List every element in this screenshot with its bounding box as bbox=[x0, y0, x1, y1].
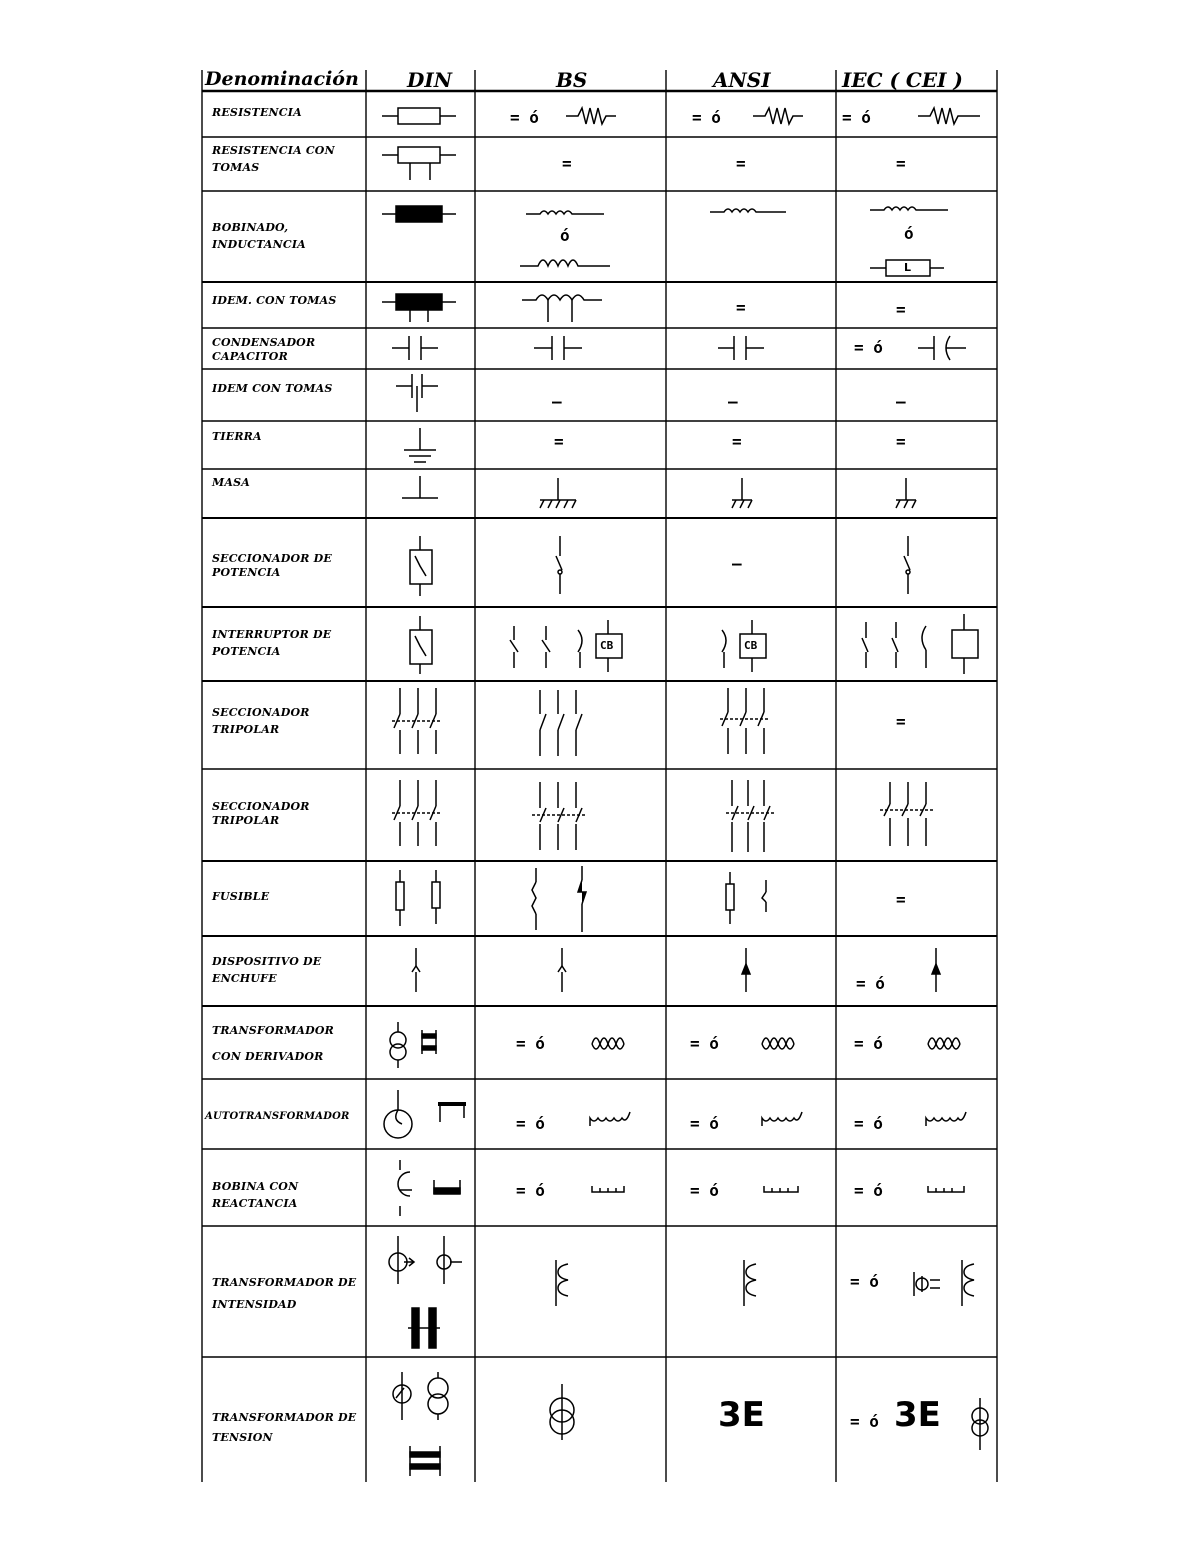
equal-mark: = bbox=[896, 300, 906, 319]
resistor-din-symbol bbox=[382, 108, 456, 124]
equivalence-mark: = ó bbox=[854, 338, 883, 357]
equal-mark: = bbox=[896, 712, 906, 731]
row-label: TRANSFORMADOR CON DERIVADOR bbox=[212, 1024, 334, 1063]
row-label: AUTOTRANSFORMADOR bbox=[205, 1111, 350, 1122]
earth-din-symbol bbox=[404, 428, 436, 462]
column-header-iec: IEC ( CEI ) bbox=[842, 68, 963, 92]
row-label: RESISTENCIA CON TOMAS bbox=[212, 144, 335, 174]
dash-mark: – bbox=[552, 392, 562, 411]
row-label: TRANSFORMADOR DE INTENSIDAD bbox=[212, 1276, 357, 1311]
inductor-ansi-symbol bbox=[710, 209, 786, 212]
cb-label: CB bbox=[600, 639, 614, 652]
column-header-ansi: ANSI bbox=[713, 68, 771, 92]
dash-mark: – bbox=[732, 554, 742, 573]
current-transformer-symbol bbox=[389, 1236, 974, 1348]
equivalence-mark: = ó bbox=[850, 1272, 879, 1291]
transformer-3e-mark: 3E bbox=[718, 1395, 765, 1435]
equivalence-mark: = ó bbox=[692, 108, 721, 127]
equal-mark: = bbox=[736, 154, 746, 173]
three-pole-switch-symbol bbox=[392, 780, 934, 852]
equivalence-mark: = ó bbox=[856, 974, 885, 993]
inductor-din-symbol bbox=[382, 206, 456, 222]
transformer-3e-mark: 3E bbox=[894, 1395, 941, 1435]
column-header-din: DIN bbox=[407, 68, 452, 92]
equal-mark: = bbox=[554, 432, 564, 451]
fuse-symbol bbox=[396, 866, 766, 932]
tapped-inductor-din-symbol bbox=[382, 294, 456, 322]
row-label: IDEM CON TOMAS bbox=[212, 382, 333, 395]
row-label: MASA bbox=[212, 476, 250, 489]
equivalence-mark: = ó bbox=[690, 1114, 719, 1133]
three-pole-disconnector-symbol bbox=[392, 688, 770, 756]
row-label: DISPOSITIVO DE ENCHUFE bbox=[212, 955, 322, 985]
equal-mark: = bbox=[896, 154, 906, 173]
equivalence-mark: = ó bbox=[510, 108, 539, 127]
equivalence-mark: = ó bbox=[854, 1181, 883, 1200]
dash-mark: – bbox=[728, 392, 738, 411]
equivalence-mark: = ó bbox=[516, 1034, 545, 1053]
inductor-letter: L bbox=[904, 261, 912, 274]
row-label: FUSIBLE bbox=[212, 890, 270, 903]
row-label: IDEM. CON TOMAS bbox=[212, 294, 337, 307]
row-label: BOBINA CON REACTANCIA bbox=[212, 1180, 299, 1210]
row-label: CONDENSADOR CAPACITOR bbox=[212, 336, 316, 363]
equal-mark: = bbox=[562, 154, 572, 173]
equal-mark: = bbox=[732, 432, 742, 451]
row-label: TIERRA bbox=[212, 430, 262, 443]
tapped-capacitor-din-symbol bbox=[396, 374, 438, 412]
row-label: SECCIONADOR TRIPOLAR bbox=[212, 706, 310, 736]
column-header-denominacion: Denominación bbox=[205, 68, 359, 90]
row-label: INTERRUPTOR DE POTENCIA bbox=[212, 628, 332, 658]
resistor-zigzag-symbol bbox=[566, 108, 980, 127]
equal-mark: = bbox=[736, 298, 746, 317]
equivalence-mark: = ó bbox=[854, 1114, 883, 1133]
dash-mark: – bbox=[896, 392, 906, 411]
or-mark: ó bbox=[904, 224, 914, 243]
equivalence-mark: = ó bbox=[690, 1181, 719, 1200]
equivalence-mark: = ó bbox=[842, 108, 871, 127]
tapped-inductor-bs-symbol bbox=[522, 295, 602, 322]
tapped-resistor-din-symbol bbox=[382, 147, 456, 180]
row-label: SECCIONADOR DE POTENCIA bbox=[212, 552, 332, 579]
power-disconnector-symbol bbox=[410, 536, 910, 596]
column-header-bs: BS bbox=[556, 68, 588, 92]
row-label: BOBINADO, INDUCTANCIA bbox=[212, 221, 306, 251]
row-label: SECCIONADOR TRIPOLAR bbox=[212, 800, 310, 827]
equivalence-mark: = ó bbox=[516, 1181, 545, 1200]
equivalence-mark: = ó bbox=[516, 1114, 545, 1133]
equivalence-mark: = ó bbox=[850, 1412, 879, 1431]
equal-mark: = bbox=[896, 890, 906, 909]
row-label: TRANSFORMADOR DE TENSION bbox=[212, 1411, 357, 1444]
equivalence-mark: = ó bbox=[854, 1034, 883, 1053]
cb-label: CB bbox=[744, 639, 758, 652]
row-label: RESISTENCIA bbox=[212, 106, 302, 119]
equal-mark: = bbox=[896, 432, 906, 451]
or-mark: ó bbox=[560, 226, 570, 245]
chassis-ground-symbol bbox=[402, 476, 916, 508]
equivalence-mark: = ó bbox=[690, 1034, 719, 1053]
circuit-breaker-symbol bbox=[410, 614, 978, 674]
